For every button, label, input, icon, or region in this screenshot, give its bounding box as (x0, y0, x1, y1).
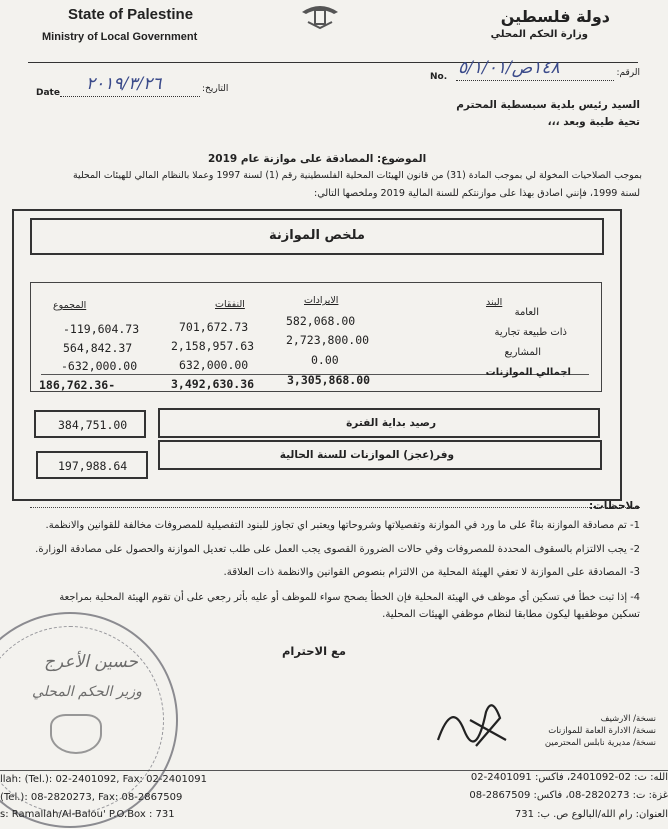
opening-balance-value: 384,751.00 (58, 418, 128, 432)
state-title-en: State of Palestine (68, 6, 194, 23)
ref-number: ١٤٨ص/٥/١/٠١ (458, 58, 560, 78)
signature-icon (430, 690, 530, 752)
row-3-item: المشاريع (504, 347, 541, 358)
date-label-ar: التاريخ: (202, 84, 229, 94)
ref-dots (456, 80, 614, 81)
surplus-value-box (36, 451, 148, 479)
totals-total: 186,762.36- (39, 378, 116, 392)
state-title-ar: دولة فلسطين (500, 7, 610, 26)
date-label-en: Date (36, 88, 60, 98)
stamp-title: وزير الحكم المحلي (32, 684, 142, 700)
notes-divider (30, 507, 640, 508)
row-3-revenues: 0.00 (311, 353, 339, 367)
totals-expenses: 3,492,630.36 (171, 377, 255, 391)
row-3-expenses: 632,000.00 (179, 358, 249, 372)
date-dots (60, 96, 200, 97)
row-1-expenses: 701,672.73 (179, 320, 249, 334)
row-2-total: 564,842.37 (63, 341, 133, 355)
greeting: تحية طيبة وبعد ،،، (547, 116, 640, 128)
header-item: البند (486, 297, 503, 308)
notes-title: ملاحظات: (589, 500, 640, 512)
copy-1: نسخة/ الارشيف (600, 714, 656, 724)
note-2: 2- يجب الالتزام بالسقوف المحددة للمصروفات وفي حالات الضرورة القصوى يجب العمل على طلب تعديل الموازنة والحصول على مصادقة الوزارة. (35, 544, 640, 555)
ministry-title-en: Ministry of Local Government (42, 31, 198, 43)
note-1: 1- تم مصادقة الموازنة بناءً على ما ورد في الموازنة وتفصيلاتها وشروحاتها ويعتبر اي تجاوز للبنود التفصيلية للمصروفات مخالفة للقوانين والانظمة. (45, 520, 640, 531)
budget-table (30, 282, 602, 392)
totals-revenues: 3,305,868.00 (287, 373, 371, 387)
surplus-label-box (158, 440, 602, 470)
surplus-label: وفر(عجز) الموازنات للسنة الحالية (279, 449, 454, 461)
header-revenues: الايرادات (304, 295, 339, 306)
row-1-revenues: 582,068.00 (286, 314, 356, 328)
header-total: المجموع (53, 300, 87, 311)
eagle-emblem-icon (298, 2, 342, 30)
closing: مع الاحترام (282, 644, 346, 658)
footer-en-1: llah: (Tel.): 02-2401092, Fax: 02-2401091 (0, 774, 207, 785)
footer-en-2: (Tel.): 08-2820273, Fax: 08-2867509 (0, 792, 183, 803)
row-2-expenses: 2,158,957.63 (171, 339, 255, 353)
copy-2: نسخة/ الادارة العامة للموازنات (548, 726, 656, 736)
opening-balance-value-box (34, 410, 146, 438)
stamp-name: حسين الأعرج (44, 652, 139, 672)
opening-balance-label-box (158, 408, 600, 438)
header-expenses: النفقات (215, 299, 245, 310)
footer-ar-2: غزة: ت: 2820273-08، فاكس: 2867509-08 (469, 790, 668, 801)
footer-ar-3: العنوان: رام الله/البالوع ص. ب: 731 (514, 809, 668, 820)
budget-title-box (30, 218, 604, 255)
opening-balance-label: رصيد بداية الفترة (346, 417, 436, 429)
row-2-item: ذات طبيعة تجارية (494, 327, 567, 338)
body-line-2: لسنة 1999، فإنني اصادق بهذا على موازنتكم للسنة المالية 2019 وملخصها التالي: (314, 188, 640, 199)
date-value: ٢٠١٩/٣/٢٦ (86, 74, 162, 94)
body-line-1: بموجب الصلاحيات المخولة لي بموجب المادة (31) من قانون الهيئات المحلية الفلسطينية رقم (1) لسنة 1997 وعملا بالنظام المالي للهيئات المحلية (72, 170, 642, 181)
surplus-value: 197,988.64 (58, 459, 128, 473)
footer-divider (0, 770, 668, 771)
row-1-item: العامة (514, 307, 539, 318)
subject: الموضوع: المصادقة على موازنة عام 2019 (208, 153, 427, 165)
row-3-total: -632,000.00 (61, 359, 138, 373)
note-4: 4- إذا ثبت خطأ في تسكين أي موظف في الهيئة المحلية فإن الخطأ يصحح سواء للموظف أو عليه بأثر رجعي على أن تقوم الهيئة المحلية بمراجعة (59, 592, 640, 603)
budget-title: ملخص الموازنة (269, 228, 365, 243)
totals-item: اجمالي الموازنات (485, 367, 571, 378)
ref-label-en: No. (430, 72, 448, 82)
ref-label-ar: الرقم: (616, 68, 640, 78)
row-1-total: -119,604.73 (63, 322, 140, 336)
addressee: السيد رئيس بلدية سبسطية المحترم (456, 99, 640, 111)
footer-en-3: s: Ramallah/Al-Balou' P.O.Box : 731 (0, 809, 175, 820)
note-3: 3- المصادقة على الموازنة لا تعفي الهيئة المحلية من الالتزام بنصوص القوانين والانظمة ذات العلاقة. (223, 567, 640, 578)
row-2-revenues: 2,723,800.00 (286, 333, 370, 347)
copy-3: نسخة/ مديرية نابلس المحترمين (544, 738, 656, 748)
footer-ar-1: الله: ت: 02-2401092، فاكس: 2401091-02 (470, 772, 668, 783)
note-4-cont: تسكين موظفيها ليكون مطابقا لنظام موظفي الهيئات المحلية. (382, 609, 640, 620)
ministry-title-ar: وزارة الحكم المحلي (490, 29, 588, 40)
